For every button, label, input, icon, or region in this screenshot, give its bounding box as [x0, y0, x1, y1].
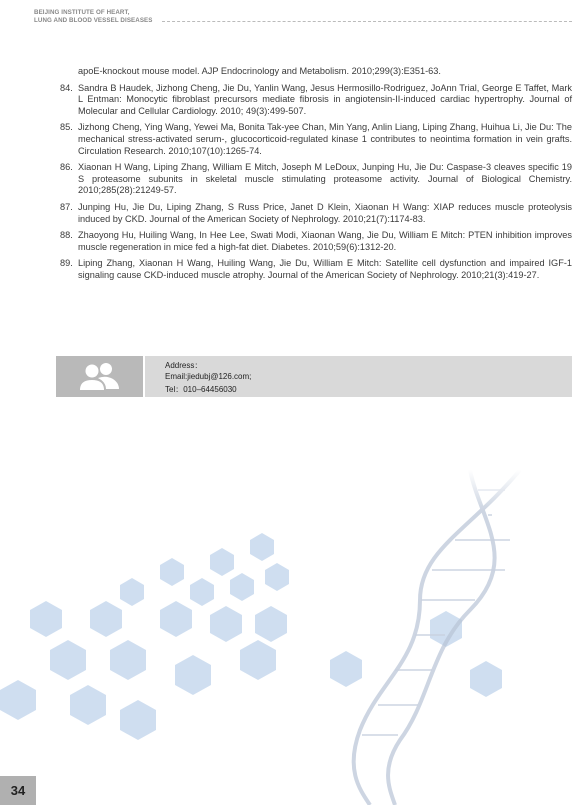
reference-item [60, 202, 572, 225]
reference-item [60, 162, 572, 197]
reference-text: Zhaoyong Hu, Huiling Wang, In Hee Lee, Swati Modi, Xiaonan Wang, Jie Du, William E Mitch: PTEN inhibition improves muscle regeneration in mice fed a high-fat diet. Diabetes. 2010;59(6):1312-20. [78, 230, 572, 252]
reference-item [60, 83, 572, 118]
page-number: 34 [0, 776, 36, 805]
contact-phone: Tel：010–64456030 [165, 385, 237, 394]
reference-text: Junping Hu, Jie Du, Liping Zhang, S Russ Price, Janet D Klein, Xiaonan H Wang: XIAP reduces muscle proteolysis induced by CKD. Journal of the American Society of Nephrology. 2010;21(7):1174-83. [78, 201, 572, 224]
journal-header [34, 9, 153, 24]
reference-list [60, 66, 572, 287]
reference-number: 87. [60, 201, 73, 212]
header-line-2: LUNG AND BLOOD VESSEL DISEASES [34, 16, 153, 24]
reference-number: 89. [60, 258, 73, 269]
reference-item [60, 122, 572, 157]
contact-email[interactable]: Email:jiedubj@126.com; [165, 372, 252, 381]
reference-text: Sandra B Haudek, Jizhong Cheng, Jie Du, Yanlin Wang, Jesus Hermosillo-Rodriguez, JoAnn Trial, George E Taffet, Mark L Entman: Monocytic fibroblast precursors mediate fibrosis in angiotensin-II-induced cardiac hypertrophy. Journal of Molecular and Cellular Cardiology. 2010; 49(3):499-507. [78, 82, 572, 116]
contact-address: Address： [165, 361, 203, 370]
header-line-1: BEIJING INSTITUTE OF HEART, [34, 9, 130, 16]
contact-avatar [56, 356, 143, 397]
reference-number: 88. [60, 230, 73, 241]
reference-item [60, 258, 572, 281]
header-divider [162, 21, 572, 22]
reference-number: 84. [60, 82, 73, 93]
reference-item [60, 230, 572, 253]
people-icon [56, 356, 143, 397]
hexagon-cluster [0, 533, 502, 740]
reference-text: Jizhong Cheng, Ying Wang, Yewei Ma, Bonita Tak-yee Chan, Min Yang, Anlin Liang, Liping Zhang, Huihua Li, Jie Du: The mechanical stress-activated serum-, glucocorticoid-regulated kinase 1 contributes to neointima formation in vein grafts. Circulation Research. 2010;107(10):1265-74. [78, 122, 572, 156]
contact-info [145, 356, 572, 397]
reference-text: Liping Zhang, Xiaonan H Wang, Huiling Wang, Jie Du, William E Mitch: Satellite cell dysfunction and impaired IGF-1 signaling cause CKD-induced muscle atrophy. Journal of the American Society of Nephrology. 2010;21(3):419-27. [78, 258, 572, 280]
reference-text: Xiaonan H Wang, Liping Zhang, William E Mitch, Joseph M LeDoux, Junping Hu, Jie Du: Caspase-3 cleaves specific 19 S proteasome subunits in skeletal muscle stimulating proteasome activity. Journal of Biological Chemistry. 2010;285(28):21249-57. [78, 162, 572, 196]
reference-number: 85. [60, 122, 73, 133]
reference-continuation: apoE-knockout mouse model. AJP Endocrinology and Metabolism. 2010;299(3):E351-63. [78, 66, 441, 76]
dna-hexagon-background [0, 470, 583, 805]
contact-box [56, 356, 572, 397]
reference-number: 86. [60, 162, 73, 173]
